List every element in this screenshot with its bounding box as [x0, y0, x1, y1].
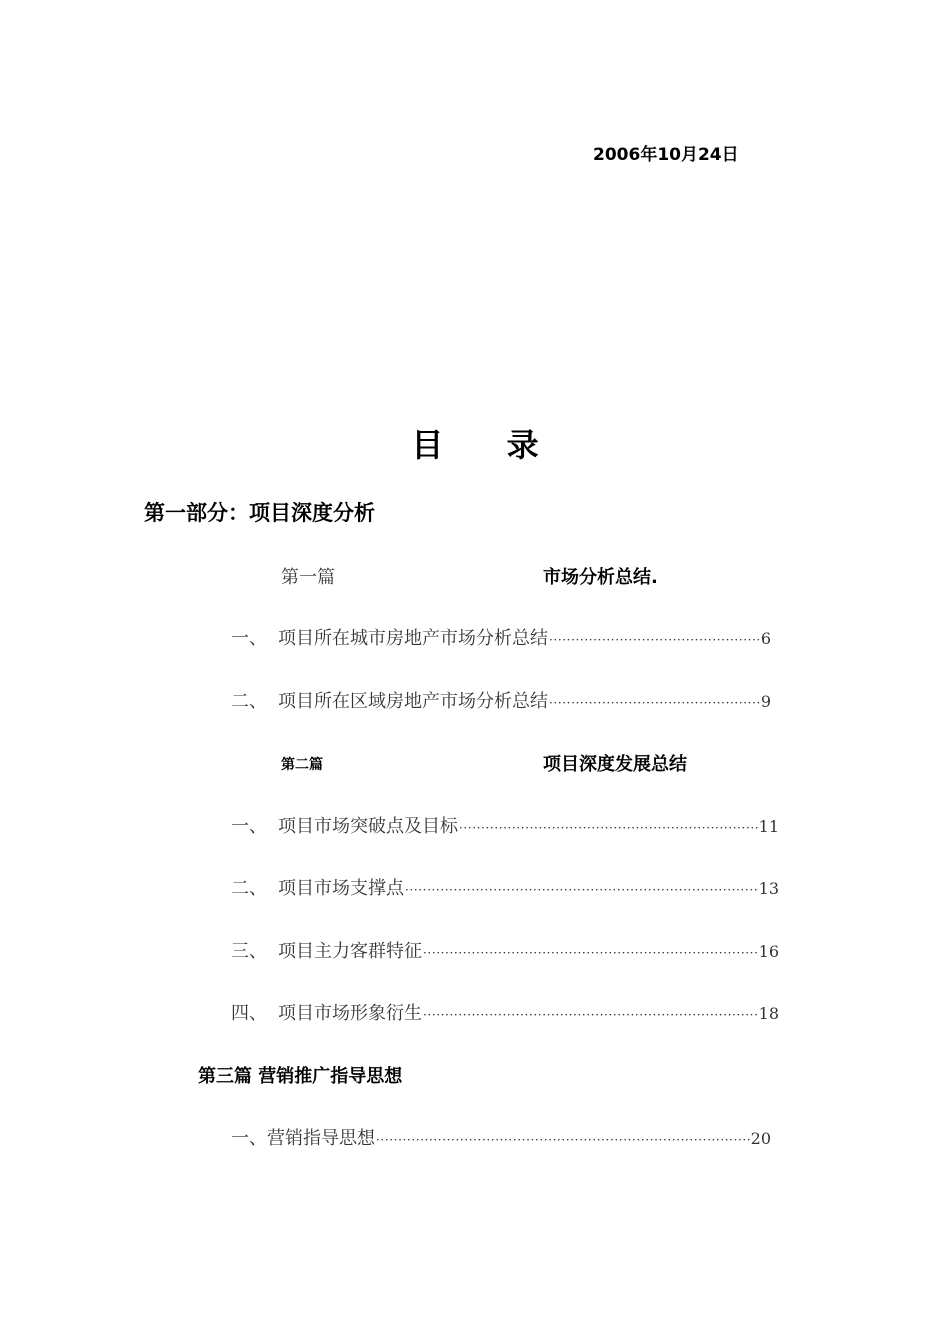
toc-leader-dots [423, 941, 758, 962]
pian2-label: 第二篇 [281, 757, 323, 773]
toc-entry-text: 项目市场形象衍生 [278, 1003, 422, 1024]
toc-entry-page: 18 [758, 1004, 779, 1023]
toc-leader-dots [376, 1128, 750, 1149]
toc-entry[interactable] [231, 624, 771, 650]
toc-entry[interactable] [231, 999, 779, 1025]
toc-title: 目 录 [411, 426, 565, 464]
toc-entry-text: 项目所在区域房地产市场分析总结 [278, 691, 548, 712]
toc-leader-dots [549, 628, 760, 649]
toc-entry-number: 二、 [231, 691, 267, 712]
toc-entry[interactable] [231, 687, 771, 713]
toc-entry-number: 一、 [231, 816, 267, 837]
toc-leader-dots [549, 691, 760, 712]
toc-entry-page: 11 [758, 817, 779, 836]
toc-entry[interactable] [231, 874, 779, 900]
toc-leader-dots [405, 878, 758, 899]
pian2-name: 项目深度发展总结 [543, 754, 687, 775]
toc-leader-dots [459, 816, 758, 837]
toc-entry-text: 项目市场支撑点 [278, 878, 404, 899]
pian3-title: 第三篇 营销推广指导思想 [198, 1066, 403, 1087]
toc-entry-number: 三、 [231, 941, 267, 962]
toc-entry-page: 6 [760, 629, 771, 648]
toc-entry-page: 20 [750, 1129, 771, 1148]
toc-entry-page: 16 [758, 942, 779, 961]
toc-entry-page: 9 [760, 692, 771, 711]
toc-entry-text: 项目主力客群特征 [278, 941, 422, 962]
toc-entry-number: 二、 [231, 878, 267, 899]
toc-entry-number: 四、 [231, 1003, 267, 1024]
toc-leader-dots [423, 1003, 758, 1024]
toc-entry[interactable] [231, 1124, 771, 1150]
pian1-label: 第一篇 [281, 567, 335, 588]
part-one-title: 第一部分：项目深度分析 [144, 501, 375, 525]
pian1-name: 市场分析总结. [543, 567, 658, 588]
toc-entry[interactable] [231, 937, 779, 963]
toc-entry-text: 项目所在城市房地产市场分析总结 [278, 628, 548, 649]
toc-entry-text: 营销指导思想 [267, 1128, 375, 1149]
toc-entry-number: 一、 [231, 1128, 267, 1149]
document-date: 2006年10月24日 [593, 145, 739, 165]
toc-entry-number: 一、 [231, 628, 267, 649]
toc-entry[interactable] [231, 812, 779, 838]
toc-entry-page: 13 [758, 879, 779, 898]
toc-entry-text: 项目市场突破点及目标 [278, 816, 458, 837]
